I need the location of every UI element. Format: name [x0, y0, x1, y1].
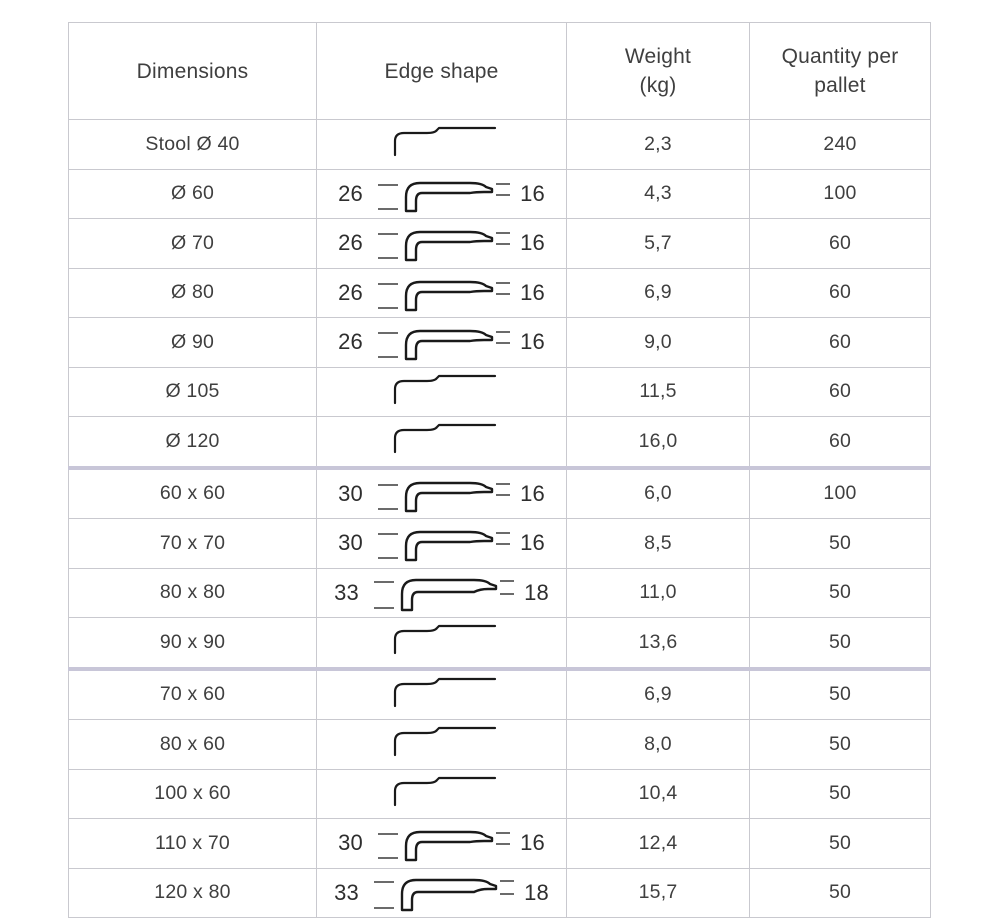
cell-edge-shape [317, 618, 567, 669]
cell-dimensions: Ø 90 [69, 318, 317, 368]
edge-shape-figure [317, 318, 566, 367]
cell-weight: 12,4 [567, 819, 750, 869]
cell-quantity: 50 [750, 669, 931, 720]
cell-edge-shape [317, 120, 567, 170]
cell-edge-shape [317, 169, 567, 219]
edge-shape-drawing [372, 220, 512, 266]
table-row [69, 417, 931, 468]
cell-edge-shape [317, 417, 567, 468]
cell-quantity: 50 [750, 769, 931, 819]
cell-quantity: 60 [750, 219, 931, 269]
cell-weight: 6,9 [567, 669, 750, 720]
edge-profile-dimensioned-icon [372, 471, 512, 517]
cell-edge-shape [317, 219, 567, 269]
edge-shape-drawing [372, 471, 512, 517]
edge-profile-icon [387, 725, 497, 763]
edge-right-dimension-label: 16 [520, 329, 545, 355]
edge-left-dimension-label: 33 [334, 879, 359, 905]
edge-shape-drawing [387, 676, 497, 714]
cell-dimensions: 100 x 60 [69, 769, 317, 819]
table-row [69, 120, 931, 170]
cell-dimensions: 60 x 60 [69, 468, 317, 519]
edge-profile-icon [387, 676, 497, 714]
cell-dimensions: 90 x 90 [69, 618, 317, 669]
edge-shape-drawing [372, 270, 512, 316]
edge-right-dimension-label: 16 [520, 230, 545, 256]
cell-weight: 11,5 [567, 367, 750, 417]
cell-edge-shape [317, 769, 567, 819]
cell-weight: 8,5 [567, 519, 750, 569]
cell-weight: 16,0 [567, 417, 750, 468]
edge-shape-figure [317, 219, 566, 268]
table-row [69, 468, 931, 519]
edge-left-dimension-label: 30 [338, 830, 363, 856]
edge-profile-dimensioned-icon [368, 870, 516, 916]
column-header-quantity [750, 23, 931, 120]
edge-shape-drawing [387, 125, 497, 163]
edge-left-dimension-label: 26 [338, 180, 363, 206]
edge-profile-icon [387, 373, 497, 411]
cell-edge-shape [317, 819, 567, 869]
cell-edge-shape [317, 568, 567, 618]
edge-shape-figure [317, 368, 566, 417]
column-header-dimensions [69, 23, 317, 120]
cell-dimensions: Ø 120 [69, 417, 317, 468]
edge-shape-drawing [387, 775, 497, 813]
edge-left-dimension-label: 30 [338, 480, 363, 506]
cell-quantity: 100 [750, 169, 931, 219]
edge-left-dimension-label: 33 [334, 579, 359, 605]
edge-right-dimension-label: 16 [520, 180, 545, 206]
cell-weight: 13,6 [567, 618, 750, 669]
edge-shape-figure [317, 519, 566, 568]
edge-shape-drawing [387, 623, 497, 661]
edge-profile-dimensioned-icon [372, 220, 512, 266]
table-row [69, 219, 931, 269]
cell-edge-shape [317, 669, 567, 720]
edge-profile-dimensioned-icon [368, 570, 516, 616]
cell-quantity: 50 [750, 720, 931, 770]
edge-left-dimension-label: 30 [338, 530, 363, 556]
cell-dimensions: 120 x 80 [69, 868, 317, 918]
table-row [69, 669, 931, 720]
cell-edge-shape [317, 468, 567, 519]
column-header-quantity-line1: Quantity per [781, 45, 899, 68]
specification-table [68, 22, 931, 918]
cell-dimensions: 70 x 60 [69, 669, 317, 720]
cell-quantity: 50 [750, 568, 931, 618]
edge-profile-dimensioned-icon [372, 520, 512, 566]
column-header-dimensions-line1: Dimensions [136, 59, 249, 83]
cell-edge-shape [317, 519, 567, 569]
edge-shape-figure [317, 569, 566, 618]
cell-weight: 8,0 [567, 720, 750, 770]
table-row [69, 268, 931, 318]
cell-dimensions: Ø 60 [69, 169, 317, 219]
edge-right-dimension-label: 16 [520, 279, 545, 305]
cell-dimensions: 70 x 70 [69, 519, 317, 569]
cell-quantity: 100 [750, 468, 931, 519]
edge-shape-figure [317, 819, 566, 868]
cell-quantity: 50 [750, 819, 931, 869]
edge-shape-drawing [372, 820, 512, 866]
edge-shape-figure [317, 671, 566, 720]
edge-profile-dimensioned-icon [372, 820, 512, 866]
cell-dimensions: 110 x 70 [69, 819, 317, 869]
cell-weight: 4,3 [567, 169, 750, 219]
column-header-edge-shape-line1: Edge shape [384, 59, 499, 83]
edge-right-dimension-label: 18 [524, 579, 549, 605]
edge-shape-figure [317, 417, 566, 466]
cell-dimensions: Stool Ø 40 [69, 120, 317, 170]
cell-weight: 15,7 [567, 868, 750, 918]
edge-shape-drawing [372, 171, 512, 217]
edge-shape-figure [317, 470, 566, 519]
edge-shape-drawing [387, 725, 497, 763]
cell-edge-shape [317, 868, 567, 918]
cell-dimensions: 80 x 60 [69, 720, 317, 770]
cell-edge-shape [317, 720, 567, 770]
cell-quantity: 50 [750, 519, 931, 569]
edge-profile-icon [387, 775, 497, 813]
table-row [69, 367, 931, 417]
column-header-edge-shape [317, 23, 567, 120]
cell-dimensions: Ø 105 [69, 367, 317, 417]
cell-weight: 11,0 [567, 568, 750, 618]
table-row [69, 819, 931, 869]
cell-quantity: 60 [750, 417, 931, 468]
edge-right-dimension-label: 16 [520, 530, 545, 556]
edge-shape-figure [317, 120, 566, 169]
cell-weight: 6,0 [567, 468, 750, 519]
column-header-weight-line2: (kg) [639, 74, 677, 97]
cell-weight: 6,9 [567, 268, 750, 318]
edge-shape-drawing [387, 373, 497, 411]
table-body [69, 120, 931, 918]
edge-shape-drawing [387, 422, 497, 460]
edge-right-dimension-label: 16 [520, 480, 545, 506]
cell-quantity: 50 [750, 618, 931, 669]
table-row [69, 720, 931, 770]
table-row [69, 568, 931, 618]
cell-dimensions: Ø 70 [69, 219, 317, 269]
edge-shape-drawing [372, 520, 512, 566]
cell-weight: 10,4 [567, 769, 750, 819]
cell-quantity: 60 [750, 367, 931, 417]
cell-quantity: 60 [750, 268, 931, 318]
edge-right-dimension-label: 18 [524, 879, 549, 905]
edge-profile-dimensioned-icon [372, 270, 512, 316]
edge-left-dimension-label: 26 [338, 279, 363, 305]
table-row [69, 868, 931, 918]
cell-quantity: 60 [750, 318, 931, 368]
table-row [69, 318, 931, 368]
table-row [69, 519, 931, 569]
table-row [69, 769, 931, 819]
cell-dimensions: Ø 80 [69, 268, 317, 318]
cell-weight: 9,0 [567, 318, 750, 368]
table-header [69, 23, 931, 120]
table-header-row [69, 23, 931, 120]
cell-weight: 5,7 [567, 219, 750, 269]
column-header-weight-line1: Weight [624, 45, 692, 68]
column-header-weight [567, 23, 750, 120]
table-row [69, 618, 931, 669]
edge-shape-figure [317, 618, 566, 667]
edge-shape-figure [317, 170, 566, 219]
cell-quantity: 50 [750, 868, 931, 918]
edge-profile-icon [387, 422, 497, 460]
cell-edge-shape [317, 268, 567, 318]
edge-shape-figure [317, 269, 566, 318]
edge-shape-drawing [372, 319, 512, 365]
edge-profile-icon [387, 125, 497, 163]
edge-left-dimension-label: 26 [338, 329, 363, 355]
edge-shape-figure [317, 770, 566, 819]
cell-dimensions: 80 x 80 [69, 568, 317, 618]
edge-right-dimension-label: 16 [520, 830, 545, 856]
column-header-quantity-line2: pallet [814, 74, 866, 97]
cell-quantity: 240 [750, 120, 931, 170]
edge-shape-figure [317, 720, 566, 769]
edge-profile-icon [387, 623, 497, 661]
edge-shape-drawing [368, 570, 516, 616]
edge-profile-dimensioned-icon [372, 171, 512, 217]
cell-weight: 2,3 [567, 120, 750, 170]
cell-edge-shape [317, 318, 567, 368]
edge-profile-dimensioned-icon [372, 319, 512, 365]
edge-shape-figure [317, 869, 566, 918]
table-row [69, 169, 931, 219]
cell-edge-shape [317, 367, 567, 417]
edge-left-dimension-label: 26 [338, 230, 363, 256]
edge-shape-drawing [368, 870, 516, 916]
